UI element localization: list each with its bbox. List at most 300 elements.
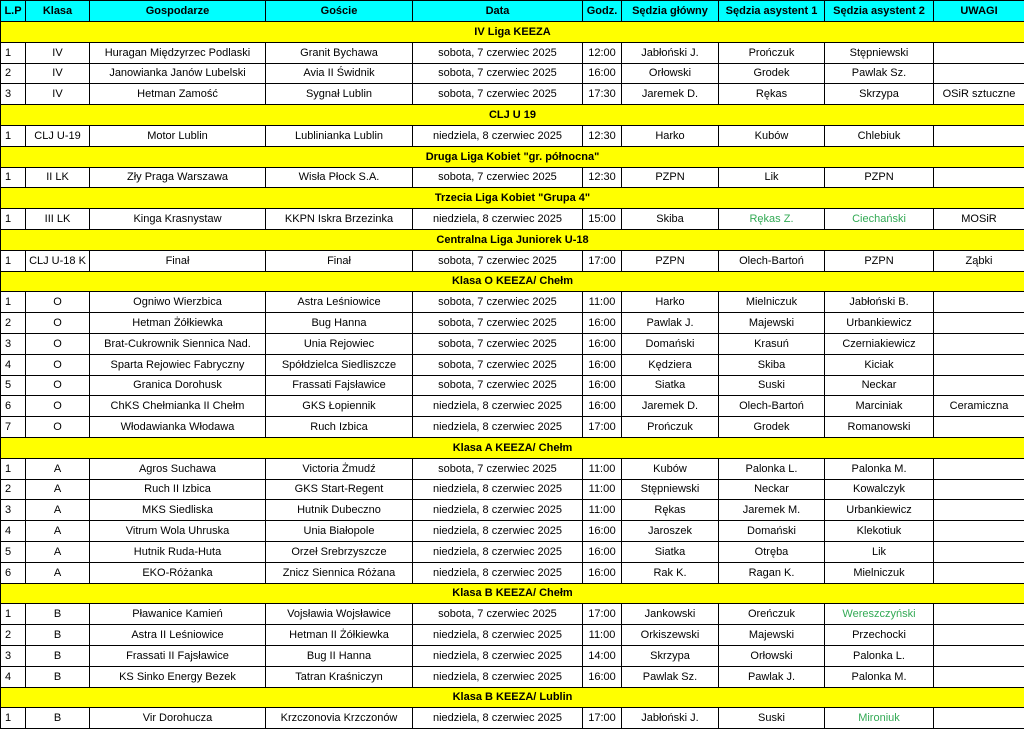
class-cell: III LK (26, 209, 90, 230)
notes-cell (934, 375, 1024, 396)
home-team-cell: Huragan Międzyrzec Podlaski (90, 42, 266, 63)
date-cell: sobota, 7 czerwiec 2025 (413, 313, 583, 334)
home-team-cell: Hetman Żółkiewka (90, 313, 266, 334)
column-header: Godz. (583, 1, 622, 22)
away-team-cell: Orzeł Srebrzyszcze (266, 541, 413, 562)
section-title: IV Liga KEEZA (1, 22, 1024, 43)
row-number-cell: 5 (1, 375, 26, 396)
assistant1-cell: Lik (719, 167, 825, 188)
table-row (1, 84, 1024, 105)
time-cell: 11:00 (583, 479, 622, 500)
assistant1-cell: Prończuk (719, 42, 825, 63)
table-row (1, 625, 1024, 646)
assistant2-cell: Stępniewski (825, 42, 934, 63)
home-team-cell: Vitrum Wola Uhruska (90, 521, 266, 542)
table-row (1, 313, 1024, 334)
time-cell: 12:00 (583, 42, 622, 63)
table-row (1, 541, 1024, 562)
assistant1-cell: Pawlak J. (719, 666, 825, 687)
home-team-cell: ChKS Chełmianka II Chełm (90, 396, 266, 417)
main-referee-cell: Rękas (622, 500, 719, 521)
main-referee-cell: Orłowski (622, 63, 719, 84)
away-team-cell: Avia II Świdnik (266, 63, 413, 84)
assistant1-cell: Suski (719, 708, 825, 729)
time-cell: 16:00 (583, 333, 622, 354)
home-team-cell: Agros Suchawa (90, 458, 266, 479)
column-header: Sędzia asystent 1 (719, 1, 825, 22)
notes-cell (934, 125, 1024, 146)
column-header: Goście (266, 1, 413, 22)
home-team-cell: EKO-Różanka (90, 562, 266, 583)
row-number-cell: 3 (1, 84, 26, 105)
class-cell: A (26, 500, 90, 521)
table-row (1, 292, 1024, 313)
home-team-cell: Frassati II Fajsławice (90, 645, 266, 666)
away-team-cell: Ruch Izbica (266, 417, 413, 438)
away-team-cell: Unia Białopole (266, 521, 413, 542)
class-cell: CLJ U-18 K (26, 250, 90, 271)
row-number-cell: 6 (1, 562, 26, 583)
assistant1-cell: Jaremek M. (719, 500, 825, 521)
main-referee-cell: Harko (622, 125, 719, 146)
table-row (1, 645, 1024, 666)
class-cell: O (26, 417, 90, 438)
assistant1-cell: Rękas Z. (719, 209, 825, 230)
time-cell: 17:00 (583, 604, 622, 625)
class-cell: B (26, 604, 90, 625)
row-number-cell: 1 (1, 708, 26, 729)
away-team-cell: Hetman II Żółkiewka (266, 625, 413, 646)
time-cell: 17:00 (583, 708, 622, 729)
row-number-cell: 1 (1, 458, 26, 479)
main-referee-cell: Jaroszek (622, 521, 719, 542)
time-cell: 11:00 (583, 625, 622, 646)
time-cell: 17:00 (583, 250, 622, 271)
main-referee-cell: Skrzypa (622, 645, 719, 666)
table-row (1, 333, 1024, 354)
class-cell: A (26, 541, 90, 562)
class-cell: A (26, 562, 90, 583)
home-team-cell: Włodawianka Włodawa (90, 417, 266, 438)
home-team-cell: Hutnik Ruda-Huta (90, 541, 266, 562)
home-team-cell: Brat-Cukrownik Siennica Nad. (90, 333, 266, 354)
notes-cell (934, 500, 1024, 521)
assistant2-cell: Neckar (825, 375, 934, 396)
row-number-cell: 1 (1, 167, 26, 188)
assistant2-cell: Palonka M. (825, 666, 934, 687)
away-team-cell: Vojsławia Wojsławice (266, 604, 413, 625)
row-number-cell: 6 (1, 396, 26, 417)
assistant1-cell: Grodek (719, 417, 825, 438)
section-title: Trzecia Liga Kobiet "Grupa 4" (1, 188, 1024, 209)
notes-cell (934, 354, 1024, 375)
away-team-cell: Unia Rejowiec (266, 333, 413, 354)
assistant2-cell: Ciechański (825, 209, 934, 230)
schedule-body (1, 22, 1024, 729)
notes-cell: OSiR sztuczne (934, 84, 1024, 105)
class-cell: O (26, 292, 90, 313)
class-cell: O (26, 313, 90, 334)
main-referee-cell: Harko (622, 292, 719, 313)
section-title: CLJ U 19 (1, 105, 1024, 126)
table-row (1, 42, 1024, 63)
time-cell: 16:00 (583, 396, 622, 417)
class-cell: CLJ U-19 (26, 125, 90, 146)
date-cell: niedziela, 8 czerwiec 2025 (413, 521, 583, 542)
main-referee-cell: Jaremek D. (622, 84, 719, 105)
time-cell: 11:00 (583, 500, 622, 521)
column-header: Sędzia główny (622, 1, 719, 22)
time-cell: 15:00 (583, 209, 622, 230)
notes-cell (934, 625, 1024, 646)
away-team-cell: Krzczonovia Krzczonów (266, 708, 413, 729)
home-team-cell: Hetman Zamość (90, 84, 266, 105)
time-cell: 16:00 (583, 354, 622, 375)
class-cell: A (26, 521, 90, 542)
table-row (1, 562, 1024, 583)
assistant1-cell: Otręba (719, 541, 825, 562)
date-cell: niedziela, 8 czerwiec 2025 (413, 541, 583, 562)
section-header-row (1, 22, 1024, 43)
table-row (1, 250, 1024, 271)
notes-cell: Ceramiczna (934, 396, 1024, 417)
home-team-cell: Astra II Leśniowice (90, 625, 266, 646)
column-header: UWAGI (934, 1, 1024, 22)
date-cell: niedziela, 8 czerwiec 2025 (413, 417, 583, 438)
notes-cell (934, 42, 1024, 63)
assistant2-cell: Romanowski (825, 417, 934, 438)
assistant2-cell: Palonka M. (825, 458, 934, 479)
row-number-cell: 1 (1, 292, 26, 313)
home-team-cell: Zły Praga Warszawa (90, 167, 266, 188)
date-cell: niedziela, 8 czerwiec 2025 (413, 479, 583, 500)
row-number-cell: 1 (1, 250, 26, 271)
header-row (1, 1, 1024, 22)
home-team-cell: Ogniwo Wierzbica (90, 292, 266, 313)
section-header-row (1, 687, 1024, 708)
section-header-row (1, 146, 1024, 167)
notes-cell (934, 541, 1024, 562)
assistant1-cell: Mielniczuk (719, 292, 825, 313)
away-team-cell: Astra Leśniowice (266, 292, 413, 313)
class-cell: O (26, 354, 90, 375)
main-referee-cell: PZPN (622, 167, 719, 188)
row-number-cell: 2 (1, 625, 26, 646)
time-cell: 16:00 (583, 562, 622, 583)
time-cell: 16:00 (583, 521, 622, 542)
main-referee-cell: PZPN (622, 250, 719, 271)
assistant2-cell: Pawlak Sz. (825, 63, 934, 84)
row-number-cell: 1 (1, 604, 26, 625)
assistant2-cell: Mironiuk (825, 708, 934, 729)
home-team-cell: Pławanice Kamień (90, 604, 266, 625)
section-header-row (1, 188, 1024, 209)
section-header-row (1, 583, 1024, 604)
date-cell: sobota, 7 czerwiec 2025 (413, 375, 583, 396)
time-cell: 11:00 (583, 458, 622, 479)
notes-cell (934, 458, 1024, 479)
main-referee-cell: Orkiszewski (622, 625, 719, 646)
assistant2-cell: Jabłoński B. (825, 292, 934, 313)
section-title: Klasa B KEEZA/ Chełm (1, 583, 1024, 604)
away-team-cell: Finał (266, 250, 413, 271)
assistant1-cell: Domański (719, 521, 825, 542)
assistant1-cell: Palonka L. (719, 458, 825, 479)
date-cell: niedziela, 8 czerwiec 2025 (413, 666, 583, 687)
time-cell: 16:00 (583, 313, 622, 334)
date-cell: sobota, 7 czerwiec 2025 (413, 167, 583, 188)
notes-cell (934, 645, 1024, 666)
assistant1-cell: Grodek (719, 63, 825, 84)
home-team-cell: Finał (90, 250, 266, 271)
assistant2-cell: Kowalczyk (825, 479, 934, 500)
row-number-cell: 2 (1, 313, 26, 334)
notes-cell (934, 292, 1024, 313)
main-referee-cell: Jankowski (622, 604, 719, 625)
date-cell: sobota, 7 czerwiec 2025 (413, 42, 583, 63)
assistant1-cell: Oreńczuk (719, 604, 825, 625)
date-cell: sobota, 7 czerwiec 2025 (413, 604, 583, 625)
notes-cell (934, 521, 1024, 542)
assistant1-cell: Majewski (719, 625, 825, 646)
main-referee-cell: Rak K. (622, 562, 719, 583)
home-team-cell: MKS Siedliska (90, 500, 266, 521)
class-cell: IV (26, 84, 90, 105)
main-referee-cell: Siatka (622, 375, 719, 396)
section-header-row (1, 105, 1024, 126)
section-header-row (1, 437, 1024, 458)
row-number-cell: 4 (1, 666, 26, 687)
assistant2-cell: PZPN (825, 250, 934, 271)
notes-cell (934, 417, 1024, 438)
assistant2-cell: Kiciak (825, 354, 934, 375)
row-number-cell: 3 (1, 500, 26, 521)
table-row (1, 458, 1024, 479)
main-referee-cell: Kubów (622, 458, 719, 479)
home-team-cell: Janowianka Janów Lubelski (90, 63, 266, 84)
table-row (1, 521, 1024, 542)
row-number-cell: 1 (1, 42, 26, 63)
away-team-cell: Tatran Kraśniczyn (266, 666, 413, 687)
assistant1-cell: Neckar (719, 479, 825, 500)
date-cell: niedziela, 8 czerwiec 2025 (413, 562, 583, 583)
notes-cell (934, 708, 1024, 729)
away-team-cell: Bug Hanna (266, 313, 413, 334)
away-team-cell: Wisła Płock S.A. (266, 167, 413, 188)
home-team-cell: Kinga Krasnystaw (90, 209, 266, 230)
away-team-cell: Znicz Siennica Różana (266, 562, 413, 583)
table-row (1, 125, 1024, 146)
row-number-cell: 2 (1, 479, 26, 500)
table-row (1, 354, 1024, 375)
class-cell: B (26, 645, 90, 666)
assistant1-cell: Rękas (719, 84, 825, 105)
date-cell: niedziela, 8 czerwiec 2025 (413, 645, 583, 666)
assistant1-cell: Majewski (719, 313, 825, 334)
date-cell: sobota, 7 czerwiec 2025 (413, 84, 583, 105)
class-cell: O (26, 375, 90, 396)
table-row (1, 63, 1024, 84)
date-cell: niedziela, 8 czerwiec 2025 (413, 500, 583, 521)
date-cell: niedziela, 8 czerwiec 2025 (413, 209, 583, 230)
row-number-cell: 3 (1, 645, 26, 666)
row-number-cell: 1 (1, 209, 26, 230)
assistant2-cell: Skrzypa (825, 84, 934, 105)
date-cell: sobota, 7 czerwiec 2025 (413, 333, 583, 354)
time-cell: 16:00 (583, 666, 622, 687)
assistant2-cell: Klekotiuk (825, 521, 934, 542)
table-row (1, 417, 1024, 438)
section-title: Klasa O KEEZA/ Chełm (1, 271, 1024, 292)
class-cell: B (26, 708, 90, 729)
section-title: Klasa A KEEZA/ Chełm (1, 437, 1024, 458)
assistant2-cell: Marciniak (825, 396, 934, 417)
main-referee-cell: Jaremek D. (622, 396, 719, 417)
away-team-cell: Victoria Żmudź (266, 458, 413, 479)
main-referee-cell: Stępniewski (622, 479, 719, 500)
time-cell: 17:30 (583, 84, 622, 105)
main-referee-cell: Prończuk (622, 417, 719, 438)
table-row (1, 375, 1024, 396)
notes-cell (934, 333, 1024, 354)
table-row (1, 708, 1024, 729)
class-cell: O (26, 333, 90, 354)
table-row (1, 167, 1024, 188)
main-referee-cell: Kędziera (622, 354, 719, 375)
assistant1-cell: Suski (719, 375, 825, 396)
class-cell: B (26, 625, 90, 646)
column-header: Klasa (26, 1, 90, 22)
section-title: Centralna Liga Juniorek U-18 (1, 229, 1024, 250)
row-number-cell: 2 (1, 63, 26, 84)
row-number-cell: 4 (1, 354, 26, 375)
section-title: Klasa B KEEZA/ Lublin (1, 687, 1024, 708)
home-team-cell: Vir Dorohucza (90, 708, 266, 729)
table-row (1, 396, 1024, 417)
section-header-row (1, 229, 1024, 250)
assistant2-cell: Urbankiewicz (825, 313, 934, 334)
away-team-cell: GKS Start-Regent (266, 479, 413, 500)
date-cell: sobota, 7 czerwiec 2025 (413, 292, 583, 313)
time-cell: 11:00 (583, 292, 622, 313)
away-team-cell: KKPN Iskra Brzezinka (266, 209, 413, 230)
class-cell: O (26, 396, 90, 417)
table-row (1, 604, 1024, 625)
main-referee-cell: Siatka (622, 541, 719, 562)
assistant2-cell: Chlebiuk (825, 125, 934, 146)
class-cell: II LK (26, 167, 90, 188)
notes-cell (934, 63, 1024, 84)
main-referee-cell: Jabłoński J. (622, 42, 719, 63)
main-referee-cell: Pawlak J. (622, 313, 719, 334)
home-team-cell: Ruch II Izbica (90, 479, 266, 500)
away-team-cell: Spółdzielca Siedliszcze (266, 354, 413, 375)
date-cell: niedziela, 8 czerwiec 2025 (413, 708, 583, 729)
date-cell: sobota, 7 czerwiec 2025 (413, 250, 583, 271)
assistant2-cell: Urbankiewicz (825, 500, 934, 521)
time-cell: 16:00 (583, 375, 622, 396)
row-number-cell: 1 (1, 125, 26, 146)
away-team-cell: Lublinianka Lublin (266, 125, 413, 146)
notes-cell (934, 479, 1024, 500)
table-row (1, 500, 1024, 521)
assistant1-cell: Olech-Bartoń (719, 396, 825, 417)
date-cell: niedziela, 8 czerwiec 2025 (413, 125, 583, 146)
assistant2-cell: Mielniczuk (825, 562, 934, 583)
row-number-cell: 7 (1, 417, 26, 438)
class-cell: A (26, 479, 90, 500)
home-team-cell: KS Sinko Energy Bezek (90, 666, 266, 687)
assistant2-cell: PZPN (825, 167, 934, 188)
assistant2-cell: Lik (825, 541, 934, 562)
assistant2-cell: Wereszczyński (825, 604, 934, 625)
away-team-cell: Bug II Hanna (266, 645, 413, 666)
date-cell: sobota, 7 czerwiec 2025 (413, 354, 583, 375)
notes-cell (934, 167, 1024, 188)
notes-cell (934, 562, 1024, 583)
table-row (1, 209, 1024, 230)
column-header: Gospodarze (90, 1, 266, 22)
class-cell: IV (26, 63, 90, 84)
assistant1-cell: Olech-Bartoń (719, 250, 825, 271)
main-referee-cell: Domański (622, 333, 719, 354)
notes-cell (934, 313, 1024, 334)
assistant1-cell: Orłowski (719, 645, 825, 666)
assistant2-cell: Palonka L. (825, 645, 934, 666)
date-cell: niedziela, 8 czerwiec 2025 (413, 625, 583, 646)
away-team-cell: Granit Bychawa (266, 42, 413, 63)
table-row (1, 479, 1024, 500)
time-cell: 14:00 (583, 645, 622, 666)
main-referee-cell: Skiba (622, 209, 719, 230)
table-row (1, 666, 1024, 687)
notes-cell: Ząbki (934, 250, 1024, 271)
date-cell: sobota, 7 czerwiec 2025 (413, 63, 583, 84)
date-cell: sobota, 7 czerwiec 2025 (413, 458, 583, 479)
home-team-cell: Motor Lublin (90, 125, 266, 146)
class-cell: B (26, 666, 90, 687)
main-referee-cell: Pawlak Sz. (622, 666, 719, 687)
away-team-cell: GKS Łopiennik (266, 396, 413, 417)
class-cell: IV (26, 42, 90, 63)
notes-cell (934, 604, 1024, 625)
section-header-row (1, 271, 1024, 292)
class-cell: A (26, 458, 90, 479)
date-cell: niedziela, 8 czerwiec 2025 (413, 396, 583, 417)
notes-cell: MOSiR (934, 209, 1024, 230)
time-cell: 17:00 (583, 417, 622, 438)
assistant1-cell: Kubów (719, 125, 825, 146)
time-cell: 16:00 (583, 541, 622, 562)
section-title: Druga Liga Kobiet "gr. północna" (1, 146, 1024, 167)
assistant2-cell: Przechocki (825, 625, 934, 646)
assistant1-cell: Krasuń (719, 333, 825, 354)
main-referee-cell: Jabłoński J. (622, 708, 719, 729)
time-cell: 12:30 (583, 167, 622, 188)
assistant1-cell: Skiba (719, 354, 825, 375)
notes-cell (934, 666, 1024, 687)
row-number-cell: 3 (1, 333, 26, 354)
home-team-cell: Sparta Rejowiec Fabryczny (90, 354, 266, 375)
away-team-cell: Frassati Fajsławice (266, 375, 413, 396)
away-team-cell: Hutnik Dubeczno (266, 500, 413, 521)
away-team-cell: Sygnał Lublin (266, 84, 413, 105)
assistant2-cell: Czerniakiewicz (825, 333, 934, 354)
time-cell: 12:30 (583, 125, 622, 146)
column-header: Sędzia asystent 2 (825, 1, 934, 22)
row-number-cell: 4 (1, 521, 26, 542)
row-number-cell: 5 (1, 541, 26, 562)
